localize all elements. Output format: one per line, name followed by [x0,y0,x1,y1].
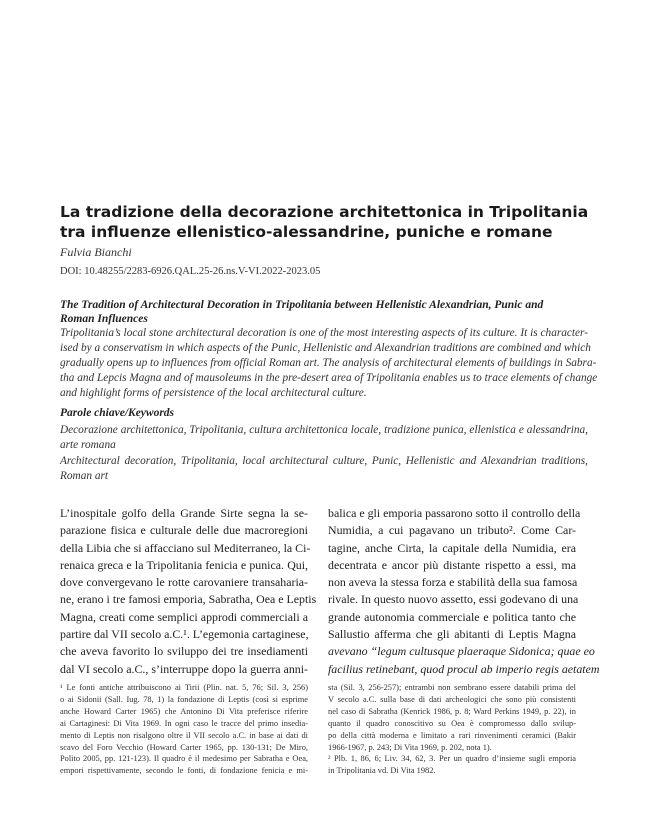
body-line: L’inospitale golfo della Grande Sirte segna la se- [60,506,308,520]
page [60,0,600,827]
abstract-line: and highlight forms of persistence of the local architectural culture. [60,387,367,399]
footnote-line: in Tripolitania vd. Di Vita 1982. [328,766,436,776]
body-line: partire dal VII secolo a.C.¹. L’egemonia cartaginese, [60,627,309,642]
footnote-line: po della città moderna e limitato a rari rinvenimenti ceramici (Bakir [328,730,576,740]
footnote-line: o ai Sidonii (Sall. Iug. 78, 1) la fondazione di Leptis (così si esprime [60,694,308,704]
body-line: avevano “legum cultusque plaeraque Sidonica; quae eo [328,644,595,659]
keywords-english-line-2: Roman art [60,470,109,482]
body-line: renaica greca e la Tripolitania fenicia e punica. Qui, [60,557,308,572]
footnote-line: ¹ Le fonti antiche attribuiscono ai Tirii (Plin. nat. 5, 76; Sil. 3, 256) [60,683,308,692]
footnote-line: quanto il quadro conoscitivo su Oea è compromesso dallo svilup- [328,718,576,728]
keywords-english [60,454,588,484]
keywords-italian-line-2: arte romana [60,439,116,451]
footnote-line: mento di Leptis non risalgono oltre il VII secolo a.C. in base ai dati di [60,730,308,740]
footnote-line: V secolo a.C. sulla base di dati archeologici che sono più consistenti [328,694,576,704]
body-line: della Libia che si affacciano sul Mediterraneo, la Ci- [60,540,311,555]
body-line: Magna, creati come semplici approdi commerciali a [60,609,308,624]
body-line: grande autonomia commerciale e politica tanto che [328,609,576,624]
article-title [60,202,588,242]
body-line: parazione fisica e culturale delle due macroregioni [60,523,308,538]
body-line: balica e gli emporia passarono sotto il controllo della [328,506,581,520]
abstract-line: ised by a conservatism in which aspects of the Punic, Hellenistic and Alexandrian traditions are combined and which [60,342,591,354]
abstract-body [60,326,598,401]
footnote-line: sta (Sil. 3, 256-257); entrambi non sembrano essere databili prima del [328,683,576,692]
footnote-line: ai Cartaginesi: Di Vita 1969. In ogni caso le tracce del primo insedia- [60,718,308,728]
keywords-heading: Parole chiave/Keywords [60,407,175,419]
body-line: ne, erano i tre famosi emporia, Sabratha, Oea e Leptis [60,592,317,607]
body-line: rivale. In questo nuovo assetto, essi godevano di una [328,592,579,607]
article-title-line-1: La tradizione della decorazione architettonica in Tripolitania [60,203,589,221]
body-line: dal VI secolo a.C., s’interruppe dopo la guerra anni- [60,661,308,676]
footnote-line: ² Plb. 1, 86, 6; Liv. 34, 62, 3. Per un quadro d’insieme sugli emporia [328,754,576,764]
keywords-italian [60,423,588,453]
body-line: tagine, anche Cirta, la capitale della Numidia, era [328,540,576,555]
footnotes-column-left [60,682,308,777]
body-line: facilius retinebant, quod procul ab imperio regis aetatem [328,661,600,676]
footnote-line: Polito 2005, pp. 121-123). Il quadro è il medesimo per Sabratha e Oea, [60,754,308,764]
body-line: dove convergevano le rotte carovaniere transaharia- [60,575,308,590]
body-line: che aveva favorito lo sviluppo dei tre insediamenti [60,644,308,659]
keywords-english-line-1: Architectural decoration, Tripolitania, local architectural culture, Punic, Hellenistic and Alexandrian traditions, [60,455,588,467]
footnotes-column-right [328,682,576,777]
abstract-line: Tripolitania’s local stone architectural decoration is one of the most interesting aspects of its culture. It is character- [60,327,588,339]
doi: DOI: 10.48255/2283-6926.QAL.25-26.ns.V-VI.2022-2023.05 [60,266,321,277]
footnote-line: scavo del Foro Vecchio (Howard Carter 1965, pp. 130-131; De Miro, [60,742,308,752]
body-line: Numidia, a cui pagavano un tributo². Come Car- [328,523,576,538]
abstract-title-line-2: Roman Influences [60,313,148,325]
abstract-line: gradually opens up to influences from official Roman art. The analysis of architectural elements of buildings in Sabra- [60,357,597,369]
body-line: non aveva la stessa forza e stabilità della sua famosa [328,575,578,590]
body-line: Sallustio afferma che gli abitanti di Leptis Magna [328,627,576,642]
body-column-right [328,505,600,678]
footnote-line: nel caso di Sabratha (Kenrick 1986, p. 8; Ward Perkins 1949, p. 22), in [328,706,576,716]
author-name: Fulvia Bianchi [60,245,132,259]
abstract-line: tha and Lepcis Magna and of mausoleums in the pre-desert area of Tripolitania enables us to trace elements of change [60,372,598,384]
body-column-left [60,505,317,678]
body-line: decentrata e ancor più distante rispetto a essi, ma [328,557,576,572]
footnote-line: empori rispettivamente, secondo le fonti, di fondazione fenicia e mi- [60,766,308,776]
keywords-italian-line-1: Decorazione architettonica, Tripolitania, cultura architettonica locale, tradizione punica, ellenistica e alessandrina, [60,424,588,436]
abstract-title [60,298,588,326]
abstract-title-line-1: The Tradition of Architectural Decoration in Tripolitania between Hellenistic Alexandrian, Punic and [60,299,544,311]
article-title-line-2: tra influenze ellenistico-alessandrine, puniche e romane [60,223,553,241]
footnote-line: 1966-1967, p. 243; Di Vita 1969, p. 202, nota 1). [328,742,492,752]
footnote-line: anche Howard Carter 1965) che Antonino Di Vita preferisce riferire [60,706,308,716]
